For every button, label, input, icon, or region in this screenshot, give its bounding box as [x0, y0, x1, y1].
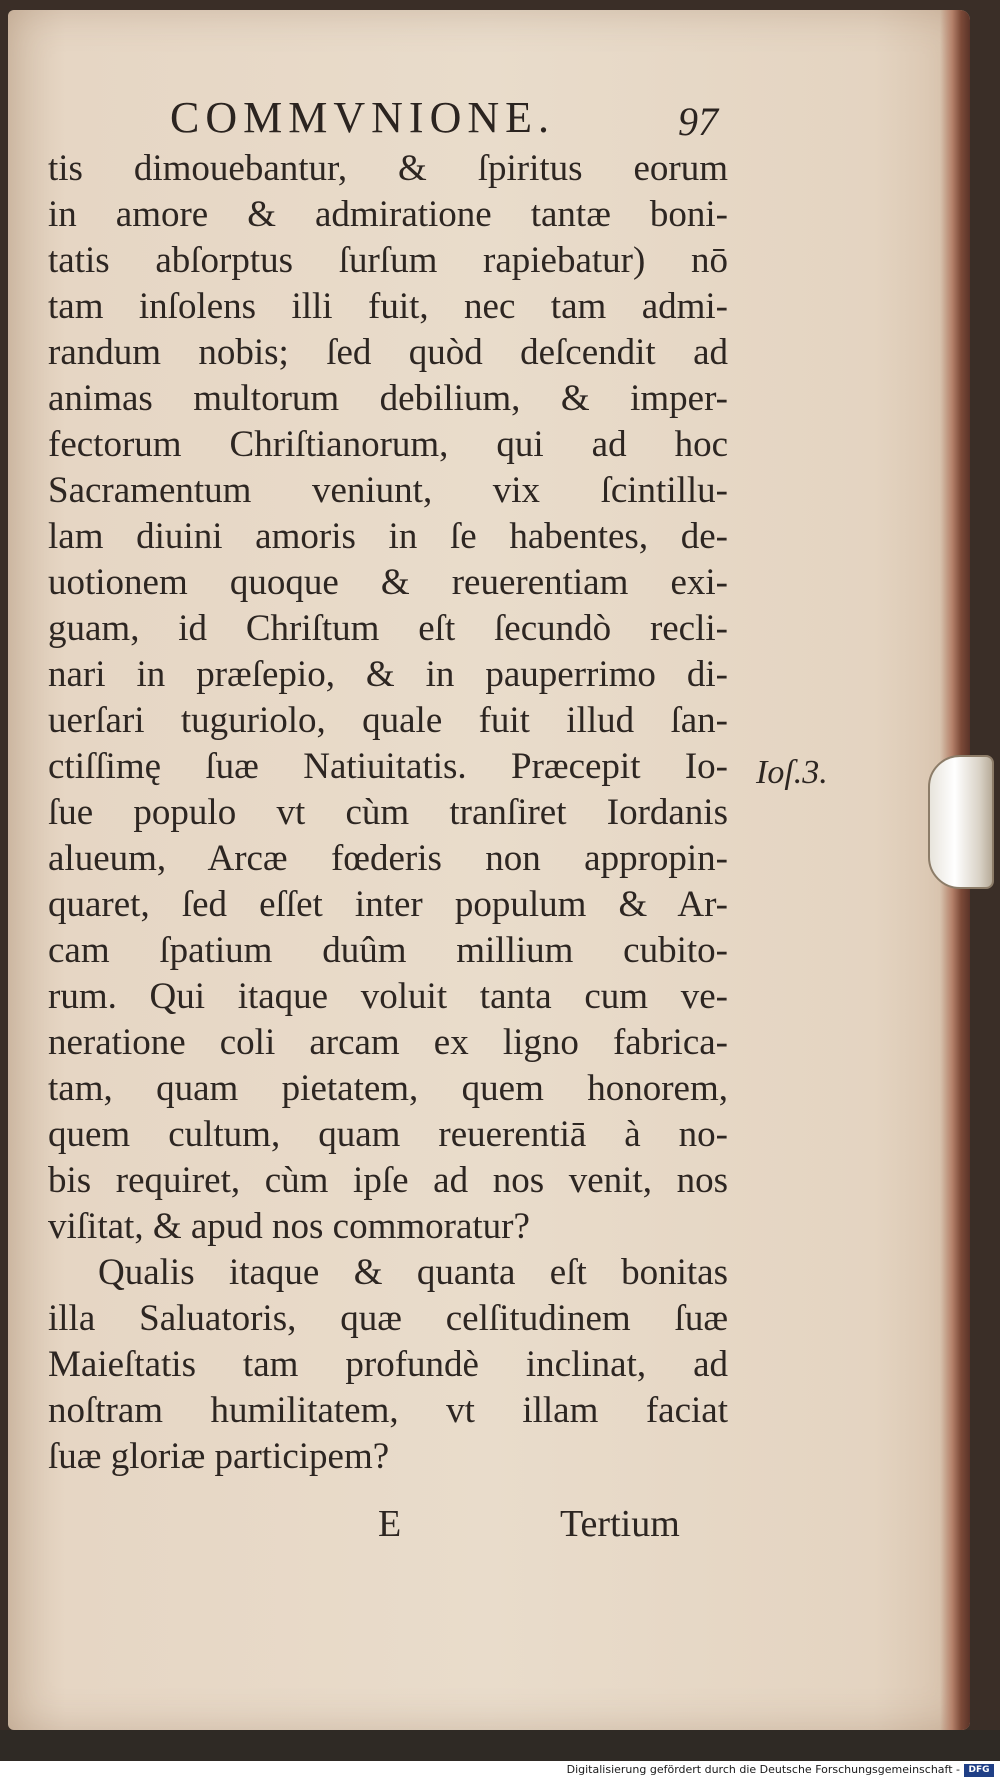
scan-background	[0, 1730, 1000, 1761]
signature-mark: E	[378, 1503, 402, 1545]
page-tab-clip	[928, 755, 994, 889]
text-line: tam inſolens illi fuit, nec tam admi-	[48, 286, 728, 327]
text-line: uerſari tuguriolo, quale fuit illud ſan-	[48, 700, 728, 741]
running-head: COMMVNIONE.	[170, 93, 555, 142]
text-line: animas multorum debilium, & imper-	[48, 378, 728, 419]
text-line: quem cultum, quam reuerentiā à no-	[48, 1114, 728, 1155]
text-line: ſue populo vt cùm tranſiret Iordanis	[48, 792, 728, 833]
text-line: Sacramentum veniunt, vix ſcintillu-	[48, 470, 728, 511]
text-line: bis requiret, cùm ipſe ad nos venit, nos	[48, 1160, 728, 1201]
text-line: fectorum Chriſtianorum, qui ad hoc	[48, 424, 728, 465]
text-line: rum. Qui itaque voluit tanta cum ve-	[48, 976, 728, 1017]
text-line: ſuæ gloriæ participem?	[48, 1436, 390, 1477]
catchword: Tertium	[560, 1503, 680, 1545]
text-line: in amore & admiratione tantæ boni-	[48, 194, 728, 235]
text-line: quaret, ſed eſſet inter populum & Ar-	[48, 884, 728, 925]
dfg-logo: DFG	[964, 1764, 994, 1777]
text-line: tam, quam pietatem, quem honorem,	[48, 1068, 728, 1109]
text-line: ctiſſimę ſuæ Natiuitatis. Præcepit Io-	[48, 746, 728, 787]
text-line: alueum, Arcæ fœderis non appropin-	[48, 838, 728, 879]
text-line: cam ſpatium duûm millium cubito-	[48, 930, 728, 971]
text-line: illa Saluatoris, quæ celſitudinem ſuæ	[48, 1298, 728, 1339]
text-line: Qualis itaque & quanta eſt bonitas	[98, 1252, 728, 1293]
text-line: Maieſtatis tam profundè inclinat, ad	[48, 1344, 728, 1385]
text-line: guam, id Chriſtum eſt ſecundò recli-	[48, 608, 728, 649]
body-text	[48, 146, 728, 1480]
page-number: 97	[678, 99, 718, 144]
digitization-credit: Digitalisierung gefördert durch die Deutsche Forschungsgemeinschaft -	[566, 1763, 960, 1776]
text-line: tis dimouebantur, & ſpiritus eorum	[48, 148, 728, 189]
text-line: nari in præſepio, & in pauperrimo di-	[48, 654, 728, 695]
text-line: noſtram humilitatem, vt illam faciat	[48, 1390, 728, 1431]
text-line: lam diuini amoris in ſe habentes, de-	[48, 516, 728, 557]
marginal-note: Ioſ.3.	[756, 754, 828, 791]
text-line: neratione coli arcam ex ligno fabrica-	[48, 1022, 728, 1063]
text-line: uotionem quoque & reuerentiam exi-	[48, 562, 728, 603]
text-line: viſitat, & apud nos commoratur?	[48, 1206, 530, 1247]
text-line: randum nobis; ſed quòd deſcendit ad	[48, 332, 728, 373]
text-line: tatis abſorptus ſurſum rapiebatur) nō	[48, 240, 728, 281]
